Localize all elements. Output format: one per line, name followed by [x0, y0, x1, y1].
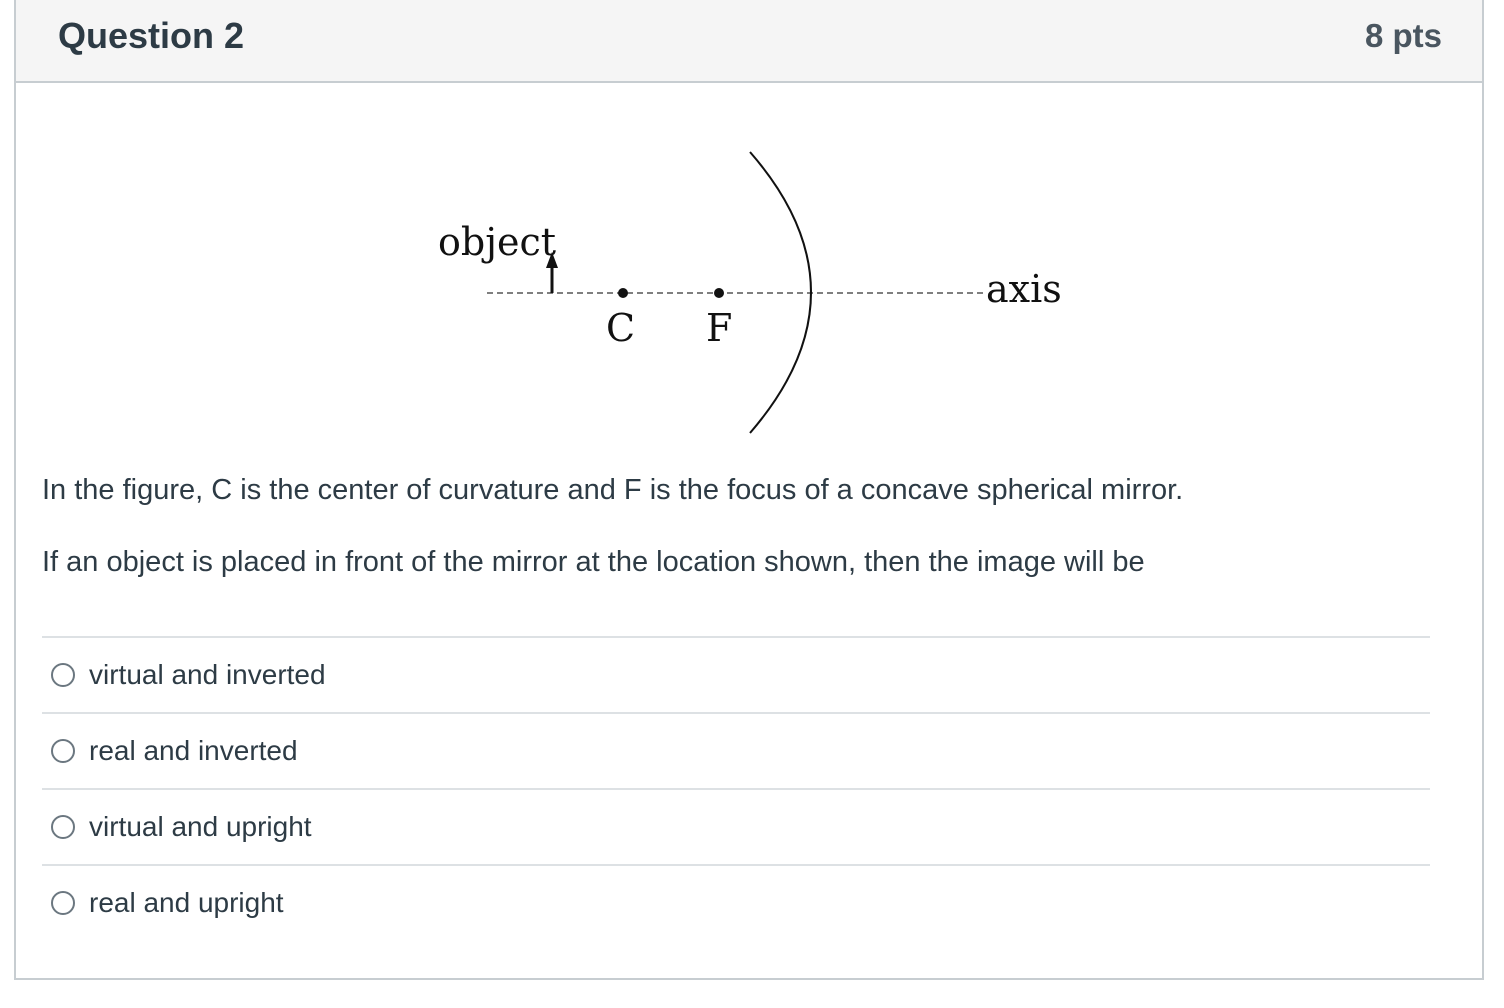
object-label: object — [438, 220, 557, 264]
focus-point — [714, 288, 724, 298]
f-label: F — [706, 306, 733, 350]
radio-button[interactable] — [51, 739, 75, 763]
question-text-line-1: In the figure, C is the center of curvature and F is the focus of a concave spherical mirror. — [42, 474, 1184, 506]
answer-list — [42, 636, 1430, 940]
radio-button[interactable] — [51, 815, 75, 839]
answer-option-virtual-upright[interactable] — [42, 788, 1430, 864]
center-of-curvature-point — [618, 288, 628, 298]
question-title: Question 2 — [58, 15, 245, 56]
answer-label: virtual and inverted — [89, 659, 326, 690]
answer-label: real and upright — [89, 887, 284, 918]
answer-label: real and inverted — [89, 735, 298, 766]
axis-label: axis — [986, 267, 1062, 311]
answer-option-real-inverted[interactable] — [42, 712, 1430, 788]
c-label: C — [606, 306, 636, 350]
question-text-line-2: If an object is placed in front of the mirror at the location shown, then the image will be — [42, 546, 1145, 578]
question-points: 8 pts — [1364, 17, 1442, 54]
radio-button[interactable] — [51, 891, 75, 915]
answer-label: virtual and upright — [89, 811, 312, 842]
answer-option-virtual-inverted[interactable] — [42, 636, 1430, 712]
answer-option-real-upright[interactable] — [42, 864, 1430, 940]
radio-button[interactable] — [51, 663, 75, 687]
